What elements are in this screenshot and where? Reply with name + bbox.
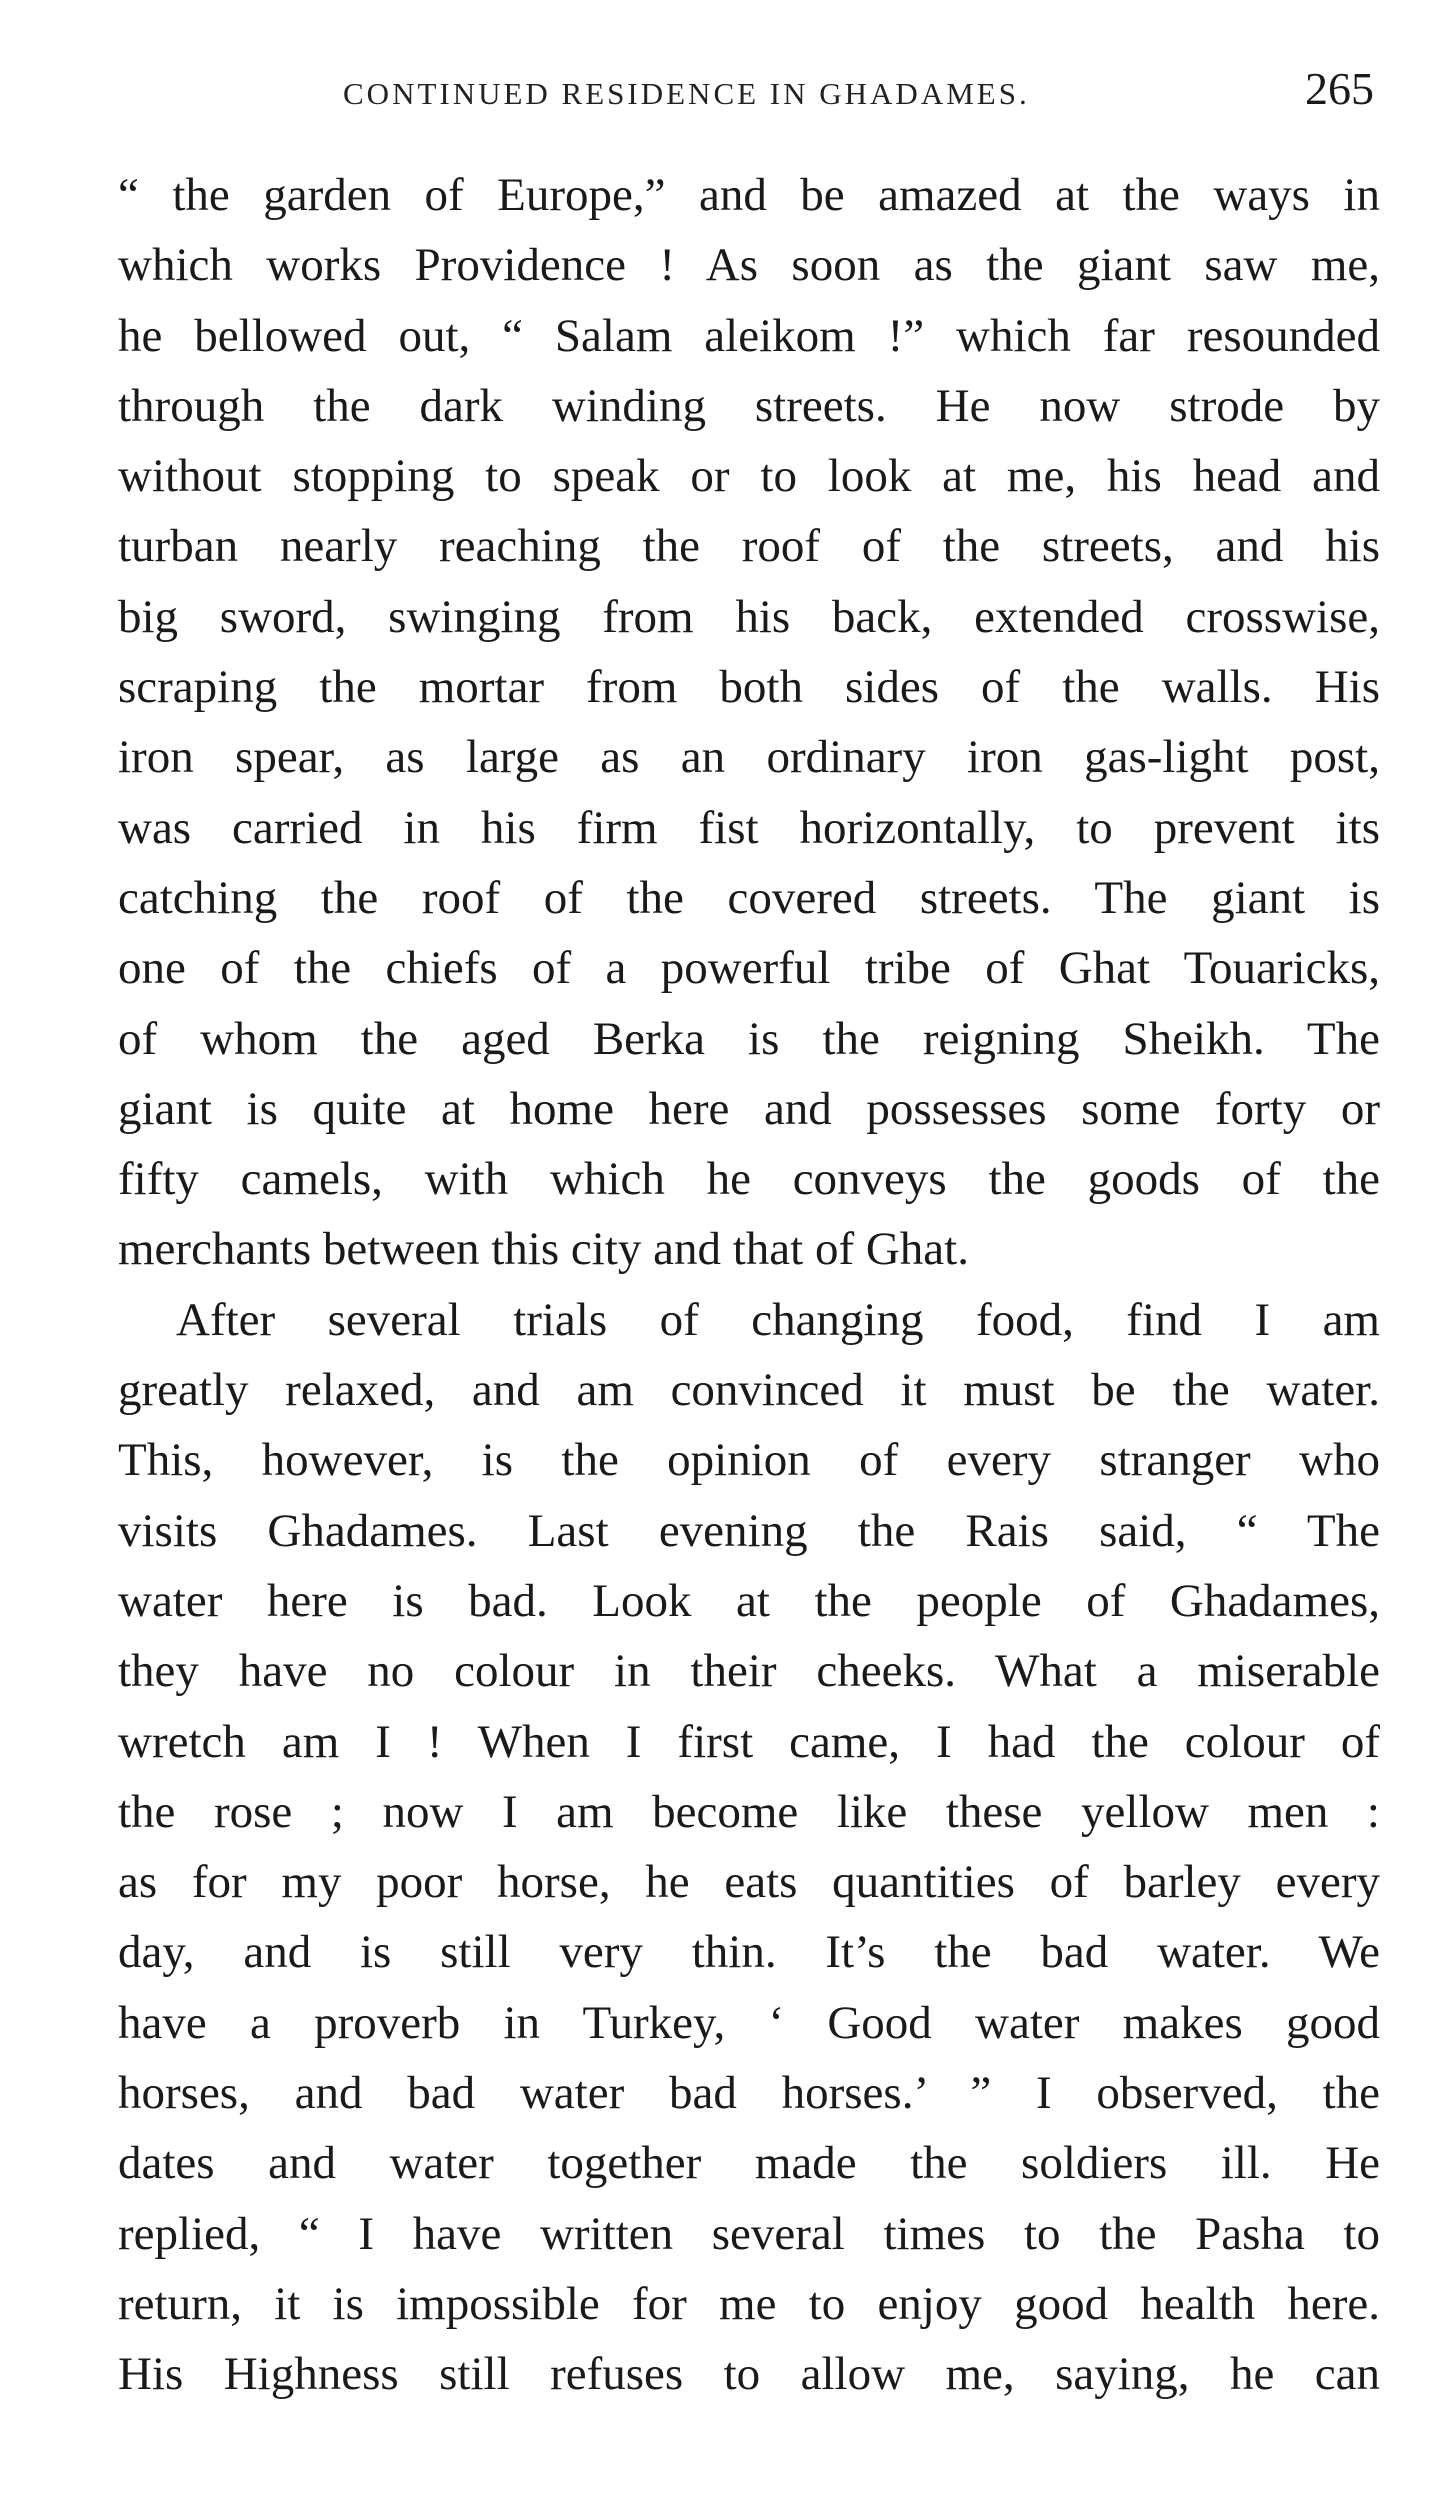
text-line: fifty camels, with which he conveys the goods of the [118,1153,1380,1206]
text-line: which works Providence ! As soon as the giant saw me, [118,239,1380,292]
text-line: of whom the aged Berka is the reigning Sheikh. The [118,1012,1380,1065]
text-line: return, it is impossible for me to enjoy good health here. [118,2277,1380,2330]
text-line: horses, and bad water bad horses.’ ” I observed, the [118,2067,1380,2120]
text-line: giant is quite at home here and possesses some forty or [118,1082,1380,1135]
text-line: visits Ghadames. Last evening the Rais said, “ The [118,1504,1380,1557]
text-line: as for my poor horse, he eats quantities of barley every [118,1856,1380,1909]
text-line: the rose ; now I am become like these yellow men : [118,1785,1380,1838]
text-line: day, and is still very thin. It’s the bad water. We [118,1926,1380,1979]
text-line: without stopping to speak or to look at me, his head and [118,450,1380,503]
text-line: one of the chiefs of a powerful tribe of Ghat Touaricks, [118,942,1380,995]
text-line: merchants between this city and that of Ghat. [118,1223,969,1276]
text-line: After several trials of changing food, find I am [176,1293,1380,1346]
text-line: This, however, is the opinion of every stranger who [118,1434,1380,1487]
text-line: turban nearly reaching the roof of the streets, and his [118,520,1380,573]
text-line: wretch am I ! When I first came, I had the colour of [118,1715,1380,1768]
text-line: have a proverb in Turkey, ‘ Good water makes good [118,1996,1380,2049]
text-line: through the dark winding streets. He now strode by [118,379,1380,432]
text-line: greatly relaxed, and am convinced it must be the water. [118,1364,1380,1417]
text-line: catching the roof of the covered streets. The giant is [118,871,1380,924]
text-line: he bellowed out, “ Salam aleikom !” which far resounded [118,309,1380,362]
running-head [118,62,1378,122]
text-line: was carried in his firm fist horizontally, to prevent its [118,801,1380,854]
text-line: “ the garden of Europe,” and be amazed at the ways in [118,169,1380,221]
text-line: iron spear, as large as an ordinary iron gas-light post, [118,731,1380,784]
text-line: His Highness still refuses to allow me, saying, he can [118,2348,1380,2401]
paragraph-2 [118,1285,1380,2410]
text-line: water here is bad. Look at the people of Ghadames, [118,1574,1380,1627]
text-line: replied, “ I have written several times to the Pasha to [118,2207,1380,2260]
paragraph-1 [118,160,1380,1285]
running-title: CONTINUED RESIDENCE IN GHADAMES. [343,76,1030,111]
text-line: scraping the mortar from both sides of the walls. His [118,661,1380,714]
page-number: 265 [1305,63,1374,114]
body-text [118,160,1380,2410]
text-line: dates and water together made the soldiers ill. He [118,2137,1380,2190]
text-line: they have no colour in their cheeks. What a miserable [118,1645,1380,1698]
text-line: big sword, swinging from his back, extended crosswise, [118,590,1380,643]
